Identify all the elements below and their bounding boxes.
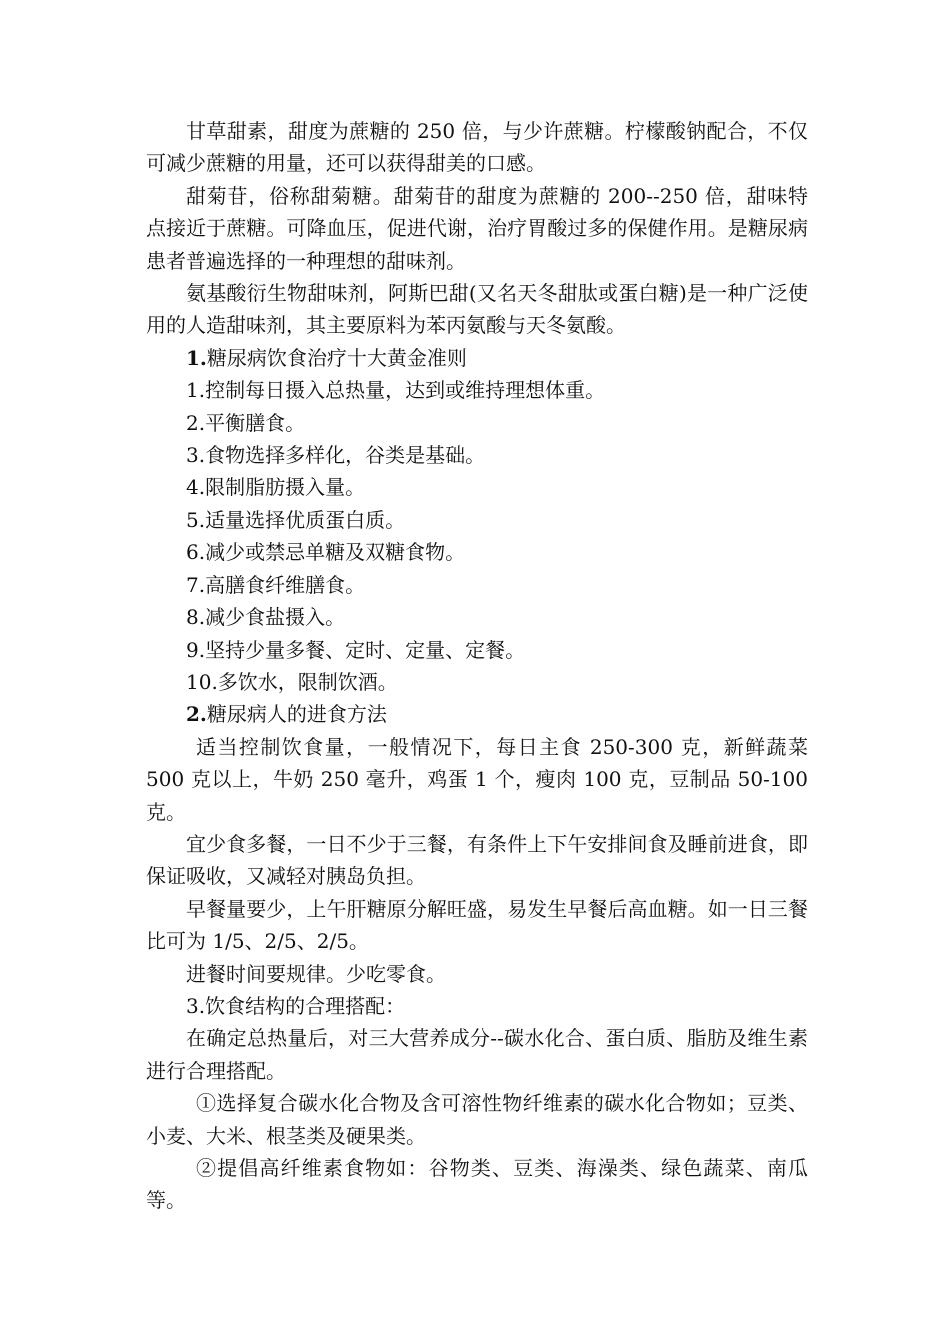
rule-item: 1.控制每日摄入总热量，达到或维持理想体重。 (186, 378, 606, 403)
section2-number: 2. (186, 702, 207, 727)
section1-title: 糖尿病饮食治疗十大黄金准则 (206, 345, 467, 370)
section3-intro: 在确定总热量后，对三大营养成分--碳水化合、蛋白质、脂肪及维生素进行合理搭配。 (146, 1026, 808, 1083)
rule-item: 6.减少或禁忌单糖及双糖食物。 (186, 540, 466, 565)
paragraph-aspartame: 氨基酸衍生物甜味剂，阿斯巴甜(又名天冬甜肽或蛋白糖)是一种广泛使用的人造甜味剂，其主要原料为苯丙氨酸与天冬氨酸。 (146, 281, 808, 338)
rule-item: 8.减少食盐摄入。 (186, 605, 346, 630)
document-body (146, 115, 808, 1217)
section2-paragraph: 进餐时间要规律。少吃零食。 (186, 961, 446, 986)
section2-paragraph: 宜少食多餐，一日不少于三餐，有条件上下午安排间食及睡前进食，即保证吸收，又减轻对胰岛负担。 (146, 831, 808, 889)
section2-paragraph: 早餐量要少，上午肝糖原分解旺盛，易发生早餐后高血糖。如一日三餐比可为 1/5、2/5、2/5。 (146, 896, 808, 954)
paragraph-licorice: 甘草甜素，甜度为蔗糖的 250 倍，与少许蔗糖。柠檬酸钠配合，不仅可减少蔗糖的用量，还可以获得甜美的口感。 (146, 119, 808, 176)
rule-item: 4.限制脂肪摄入量。 (186, 475, 366, 500)
section2-paragraph: 适当控制饮食量，一般情况下，每日主食 250-300 克，新鲜蔬菜 500 克以上，牛奶 250 毫升，鸡蛋 1 个，瘦肉 100 克，豆制品 50-100 克。 (146, 734, 808, 824)
rule-item: 10.多饮水，限制饮酒。 (186, 669, 398, 694)
rule-item: 2.平衡膳食。 (186, 410, 306, 435)
section3-heading: 3.饮食结构的合理搭配： (186, 993, 406, 1018)
rule-item: 7.高膳食纤维膳食。 (186, 572, 366, 597)
section2-title: 糖尿病人的进食方法 (206, 702, 387, 727)
section1-number: 1. (186, 345, 207, 370)
section2-heading (146, 698, 808, 730)
rule-item: 9.坚持少量多餐、定时、定量、定餐。 (186, 637, 526, 662)
section3-item: ②提倡高纤维素食物如：谷物类、豆类、海澡类、绿色蔬菜、南瓜等。 (146, 1156, 808, 1213)
section1-heading (146, 342, 808, 374)
rule-item: 5.适量选择优质蛋白质。 (186, 507, 406, 532)
section3-item: ①选择复合碳水化合物及含可溶性物纤维素的碳水化合物如；豆类、小麦、大米、根茎类及硬果类。 (146, 1091, 808, 1148)
paragraph-stevioside: 甜菊苷，俗称甜菊糖。甜菊苷的甜度为蔗糖的 200--250 倍，甜味特点接近于蔗糖。可降血压，促进代谢，治疗胃酸过多的保健作用。是糖尿病患者普遍选择的一种理想的甜味剂。 (146, 183, 808, 273)
rule-item: 3.食物选择多样化，谷类是基础。 (186, 443, 486, 468)
